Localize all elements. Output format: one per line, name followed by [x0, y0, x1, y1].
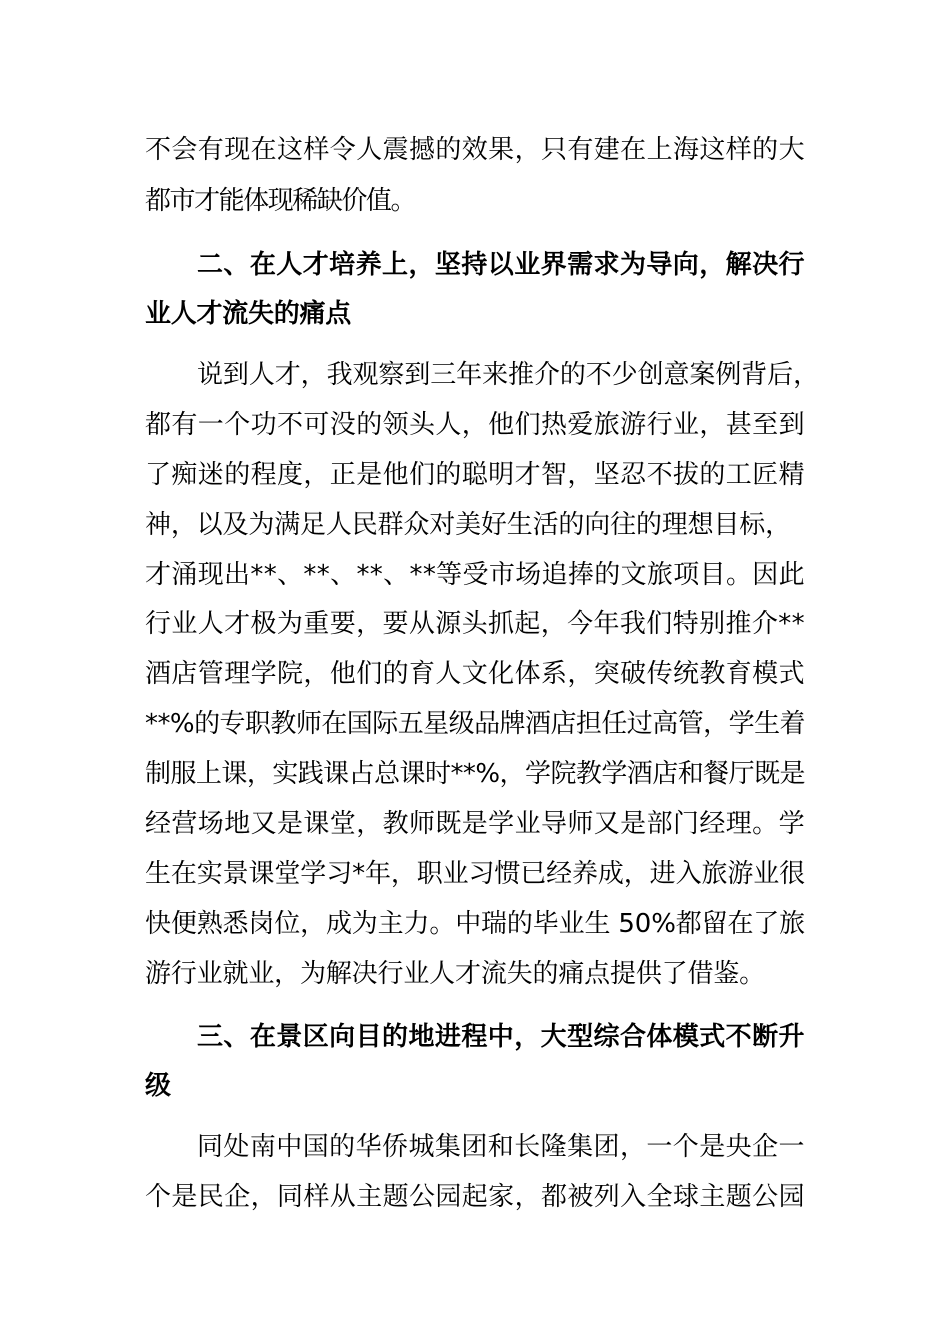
section-heading-line: 三、在景区向目的地进程中，大型综合体模式不断升: [197, 1022, 805, 1052]
paragraph-line: 行业人才极为重要，要从源头抓起，今年我们特别推介**: [145, 609, 805, 639]
paragraph-line: 不会有现在这样令人震撼的效果，只有建在上海这样的大: [145, 135, 805, 165]
paragraph-line: 快便熟悉岗位，成为主力。中瑞的毕业生 50%都留在了旅: [145, 909, 806, 939]
paragraph-line: 经营场地又是课堂，教师既是学业导师又是部门经理。学: [145, 809, 805, 839]
paragraph-line: 都有一个功不可没的领头人，他们热爱旅游行业，甚至到: [145, 410, 805, 440]
section-heading-line: 级: [145, 1071, 172, 1101]
paragraph-line: 神，以及为满足人民群众对美好生活的向往的理想目标，: [145, 510, 791, 540]
paragraph-line: 制服上课，实践课占总课时**%，学院教学酒店和餐厅既是: [145, 759, 805, 789]
paragraph-line: 酒店管理学院，他们的育人文化体系，突破传统教育模式: [145, 659, 805, 689]
paragraph-line: **%的专职教师在国际五星级品牌酒店担任过高管，学生着: [145, 709, 805, 739]
section-heading-line: 业人才流失的痛点: [145, 299, 351, 329]
paragraph-line: 同处南中国的华侨城集团和长隆集团，一个是央企一: [197, 1132, 805, 1162]
paragraph-line: 说到人才，我观察到三年来推介的不少创意案例背后，: [197, 360, 819, 390]
section-heading-line: 二、在人才培养上，坚持以业界需求为导向，解决行: [197, 250, 805, 280]
paragraph-line: 才涌现出**、**、**、**等受市场追捧的文旅项目。因此: [145, 560, 805, 590]
paragraph-line: 游行业就业，为解决行业人才流失的痛点提供了借鉴。: [145, 959, 765, 989]
paragraph-line: 个是民企，同样从主题公园起家，都被列入全球主题公园: [145, 1182, 805, 1212]
paragraph-line: 生在实景课堂学习*年，职业习惯已经养成，进入旅游业很: [145, 859, 805, 889]
paragraph-line: 都市才能体现稀缺价值。: [145, 186, 415, 216]
paragraph-line: 了痴迷的程度，正是他们的聪明才智，坚忍不拔的工匠精: [145, 460, 805, 490]
